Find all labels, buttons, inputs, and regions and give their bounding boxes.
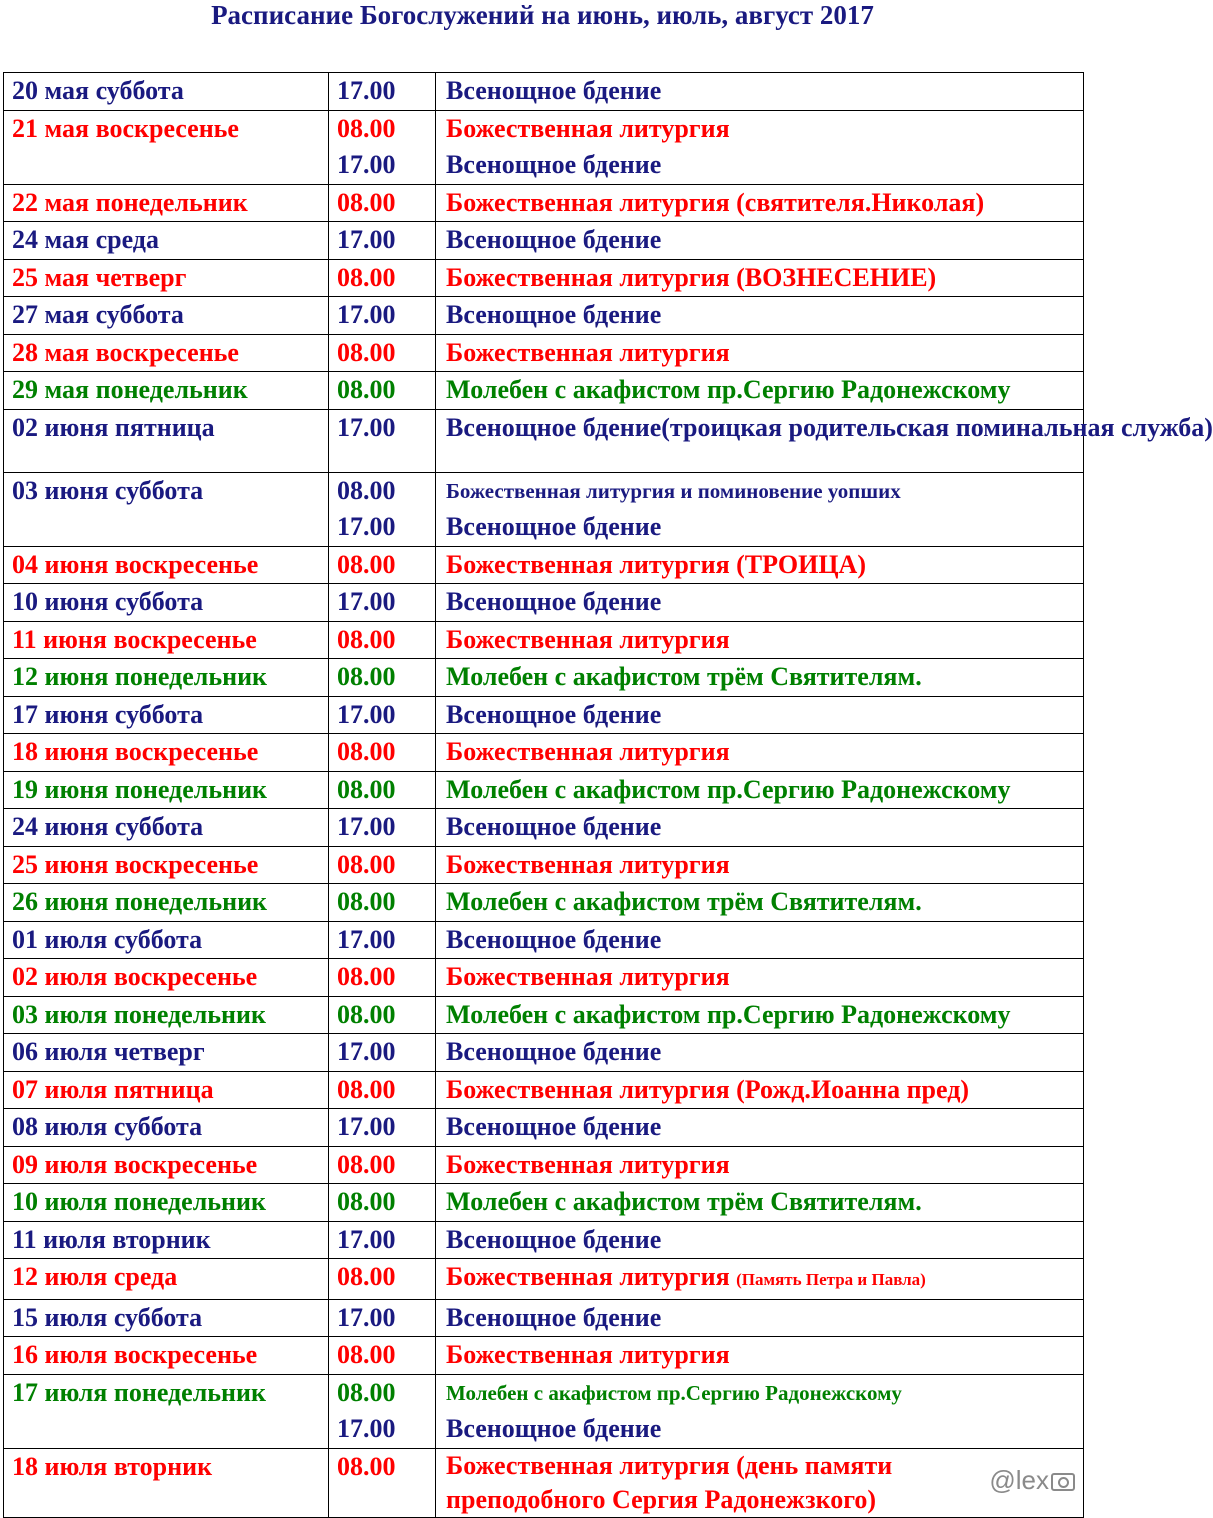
time-cell: 08.00 (329, 884, 436, 922)
day-cell: 29 мая понедельник (4, 372, 329, 410)
day-cell: 02 июля воскресенье (4, 959, 329, 997)
time-cell: 08.00 (329, 959, 436, 997)
day-cell: 08 июля суббота (4, 1109, 329, 1147)
day-cell: 20 мая суббота (4, 73, 329, 111)
service-name: Молебен с акафистом пр.Сергию Радонежскому (446, 1380, 902, 1405)
time-cell: 17.00 (329, 222, 436, 260)
service-name: Всенощное бдение (446, 512, 662, 541)
day-cell: 12 июня понедельник (4, 659, 329, 697)
day-cell: 03 июня суббота (4, 472, 329, 546)
schedule-row (4, 546, 1084, 584)
service-cell: Божественная литургия (день памяти преподобного Сергия Радонежзкого) (436, 1448, 1084, 1517)
schedule-row (4, 1221, 1084, 1259)
service-cell: Божественная литургия (436, 1146, 1084, 1184)
day-cell: 17 июня суббота (4, 696, 329, 734)
time-cell: 17.00 (329, 1034, 436, 1072)
day-cell: 27 мая суббота (4, 297, 329, 335)
service-cell: Божественная литургия (436, 621, 1084, 659)
service-name: Всенощное бдение (446, 150, 662, 179)
service-cell: Божественная литургия (436, 959, 1084, 997)
service-cell: Молебен с акафистом пр.Сергию Радонежскому (436, 996, 1084, 1034)
schedule-row (4, 73, 1084, 111)
time-cell: 08.00 (329, 546, 436, 584)
schedule-row (4, 959, 1084, 997)
schedule-row (4, 584, 1084, 622)
time-cell: 08.00 (329, 334, 436, 372)
schedule-table (3, 72, 1213, 1518)
service-cell: Божественная литургия (436, 846, 1084, 884)
service-cell: Всенощное бдение (436, 1221, 1084, 1259)
time-value: 17.00 (337, 1414, 396, 1443)
day-cell: 09 июля воскресенье (4, 1146, 329, 1184)
service-cell (436, 1259, 1084, 1300)
schedule-row (4, 110, 1084, 184)
day-cell: 03 июля понедельник (4, 996, 329, 1034)
time-cell (329, 110, 436, 184)
service-cell: Всенощное бдение (436, 297, 1084, 335)
time-value: 17.00 (337, 512, 396, 541)
service-cell: Молебен с акафистом пр.Сергию Радонежскому (436, 372, 1084, 410)
time-cell: 17.00 (329, 297, 436, 335)
schedule-row (4, 1299, 1084, 1337)
service-cell: Божественная литургия (436, 734, 1084, 772)
schedule-row (4, 409, 1084, 472)
service-cell (436, 472, 1084, 546)
schedule-row (4, 1448, 1084, 1517)
service-cell: Всенощное бдение (436, 696, 1084, 734)
time-cell: 08.00 (329, 734, 436, 772)
service-cell: Всенощное бдение (436, 1299, 1084, 1337)
schedule-row (4, 372, 1084, 410)
schedule-row (4, 472, 1084, 546)
service-name: Божественная литургия (446, 1262, 730, 1291)
time-cell: 08.00 (329, 1448, 436, 1517)
time-value: 08.00 (337, 475, 396, 505)
day-cell: 02 июня пятница (4, 409, 329, 472)
time-cell: 08.00 (329, 996, 436, 1034)
day-cell: 12 июля среда (4, 1259, 329, 1300)
schedule-row (4, 259, 1084, 297)
time-cell: 08.00 (329, 659, 436, 697)
service-cell: Всенощное бдение (436, 809, 1084, 847)
schedule-row (4, 1034, 1084, 1072)
day-cell: 06 июля четверг (4, 1034, 329, 1072)
time-cell: 17.00 (329, 584, 436, 622)
schedule-row (4, 771, 1084, 809)
time-cell: 17.00 (329, 1299, 436, 1337)
service-cell: Божественная литургия (436, 334, 1084, 372)
day-cell: 19 июня понедельник (4, 771, 329, 809)
schedule-row (4, 1259, 1084, 1300)
schedule-row (4, 334, 1084, 372)
time-cell: 17.00 (329, 1109, 436, 1147)
service-cell: Божественная литургия (Рожд.Иоанна пред) (436, 1071, 1084, 1109)
service-name: Всенощное бдение (446, 1414, 662, 1443)
time-cell: 17.00 (329, 73, 436, 111)
time-cell: 08.00 (329, 259, 436, 297)
service-cell: Молебен с акафистом трём Святителям. (436, 1184, 1084, 1222)
schedule-row (4, 222, 1084, 260)
day-cell: 28 мая воскресенье (4, 334, 329, 372)
day-cell: 24 июня суббота (4, 809, 329, 847)
day-cell: 11 июня воскресенье (4, 621, 329, 659)
service-cell (436, 110, 1084, 184)
service-cell: Молебен с акафистом трём Святителям. (436, 884, 1084, 922)
schedule-row (4, 884, 1084, 922)
service-cell: Всенощное бдение (436, 73, 1084, 111)
day-cell: 01 июля суббота (4, 921, 329, 959)
service-cell: Молебен с акафистом трём Святителям. (436, 659, 1084, 697)
day-cell: 10 июля понедельник (4, 1184, 329, 1222)
day-cell: 17 июля понедельник (4, 1374, 329, 1448)
service-cell: Всенощное бдение (436, 584, 1084, 622)
day-cell: 18 июля вторник (4, 1448, 329, 1517)
schedule-row (4, 1374, 1084, 1448)
page-title: Расписание Богослужений на июнь, июль, август 2017 (211, 0, 874, 30)
schedule-row (4, 1184, 1084, 1222)
day-cell: 25 июня воскресенье (4, 846, 329, 884)
service-cell: Божественная литургия (святителя.Николая) (436, 184, 1084, 222)
day-cell: 16 июля воскресенье (4, 1337, 329, 1375)
time-cell: 08.00 (329, 1337, 436, 1375)
schedule-row (4, 696, 1084, 734)
time-cell (329, 1374, 436, 1448)
day-cell: 15 июля суббота (4, 1299, 329, 1337)
time-value: 08.00 (337, 113, 396, 143)
schedule-row (4, 809, 1084, 847)
service-cell: Всенощное бдение (436, 1109, 1084, 1147)
service-note: (Память Петра и Павла) (736, 1270, 926, 1289)
time-cell (329, 472, 436, 546)
time-cell: 17.00 (329, 409, 436, 472)
service-cell: Всенощное бдение (436, 921, 1084, 959)
day-cell: 21 мая воскресенье (4, 110, 329, 184)
schedule-row (4, 1071, 1084, 1109)
time-value: 17.00 (337, 150, 396, 179)
day-cell: 07 июля пятница (4, 1071, 329, 1109)
service-cell: Всенощное бдение (436, 1034, 1084, 1072)
day-cell: 24 мая среда (4, 222, 329, 260)
schedule-row (4, 921, 1084, 959)
schedule-row (4, 996, 1084, 1034)
camera-icon (1051, 1473, 1075, 1491)
time-cell: 08.00 (329, 1071, 436, 1109)
service-cell: Божественная литургия (ВОЗНЕСЕНИЕ) (436, 259, 1084, 297)
service-name: Божественная литургия и поминовение уопших (446, 478, 901, 503)
schedule-row (4, 1109, 1084, 1147)
time-cell: 17.00 (329, 1221, 436, 1259)
time-value: 08.00 (337, 1377, 396, 1407)
schedule-row (4, 659, 1084, 697)
schedule-row (4, 734, 1084, 772)
day-cell: 10 июня суббота (4, 584, 329, 622)
service-name: Божественная литургия (446, 113, 730, 143)
day-cell: 25 мая четверг (4, 259, 329, 297)
day-cell: 18 июня воскресенье (4, 734, 329, 772)
schedule-row (4, 846, 1084, 884)
time-cell: 17.00 (329, 921, 436, 959)
day-cell: 11 июля вторник (4, 1221, 329, 1259)
watermark (987, 1465, 1077, 1496)
schedule-row (4, 297, 1084, 335)
time-cell: 08.00 (329, 1259, 436, 1300)
service-cell: Всенощное бдение (436, 222, 1084, 260)
time-cell: 08.00 (329, 621, 436, 659)
time-cell: 08.00 (329, 846, 436, 884)
watermark-text: @lex (989, 1465, 1049, 1495)
day-cell: 04 июня воскресенье (4, 546, 329, 584)
time-cell: 08.00 (329, 771, 436, 809)
time-cell: 17.00 (329, 809, 436, 847)
service-cell: Божественная литургия (436, 1337, 1084, 1375)
schedule-row (4, 1337, 1084, 1375)
service-cell: Молебен с акафистом пр.Сергию Радонежскому (436, 771, 1084, 809)
service-cell: Всенощное бдение(троицкая родительская поминальная служба) (436, 409, 1084, 472)
day-cell: 22 мая понедельник (4, 184, 329, 222)
day-cell: 26 июня понедельник (4, 884, 329, 922)
service-cell (436, 1374, 1084, 1448)
time-cell: 08.00 (329, 1146, 436, 1184)
schedule-row (4, 184, 1084, 222)
schedule-row (4, 621, 1084, 659)
time-cell: 08.00 (329, 184, 436, 222)
time-cell: 17.00 (329, 696, 436, 734)
time-cell: 08.00 (329, 372, 436, 410)
service-cell: Божественная литургия (ТРОИЦА) (436, 546, 1084, 584)
schedule-row (4, 1146, 1084, 1184)
time-cell: 08.00 (329, 1184, 436, 1222)
